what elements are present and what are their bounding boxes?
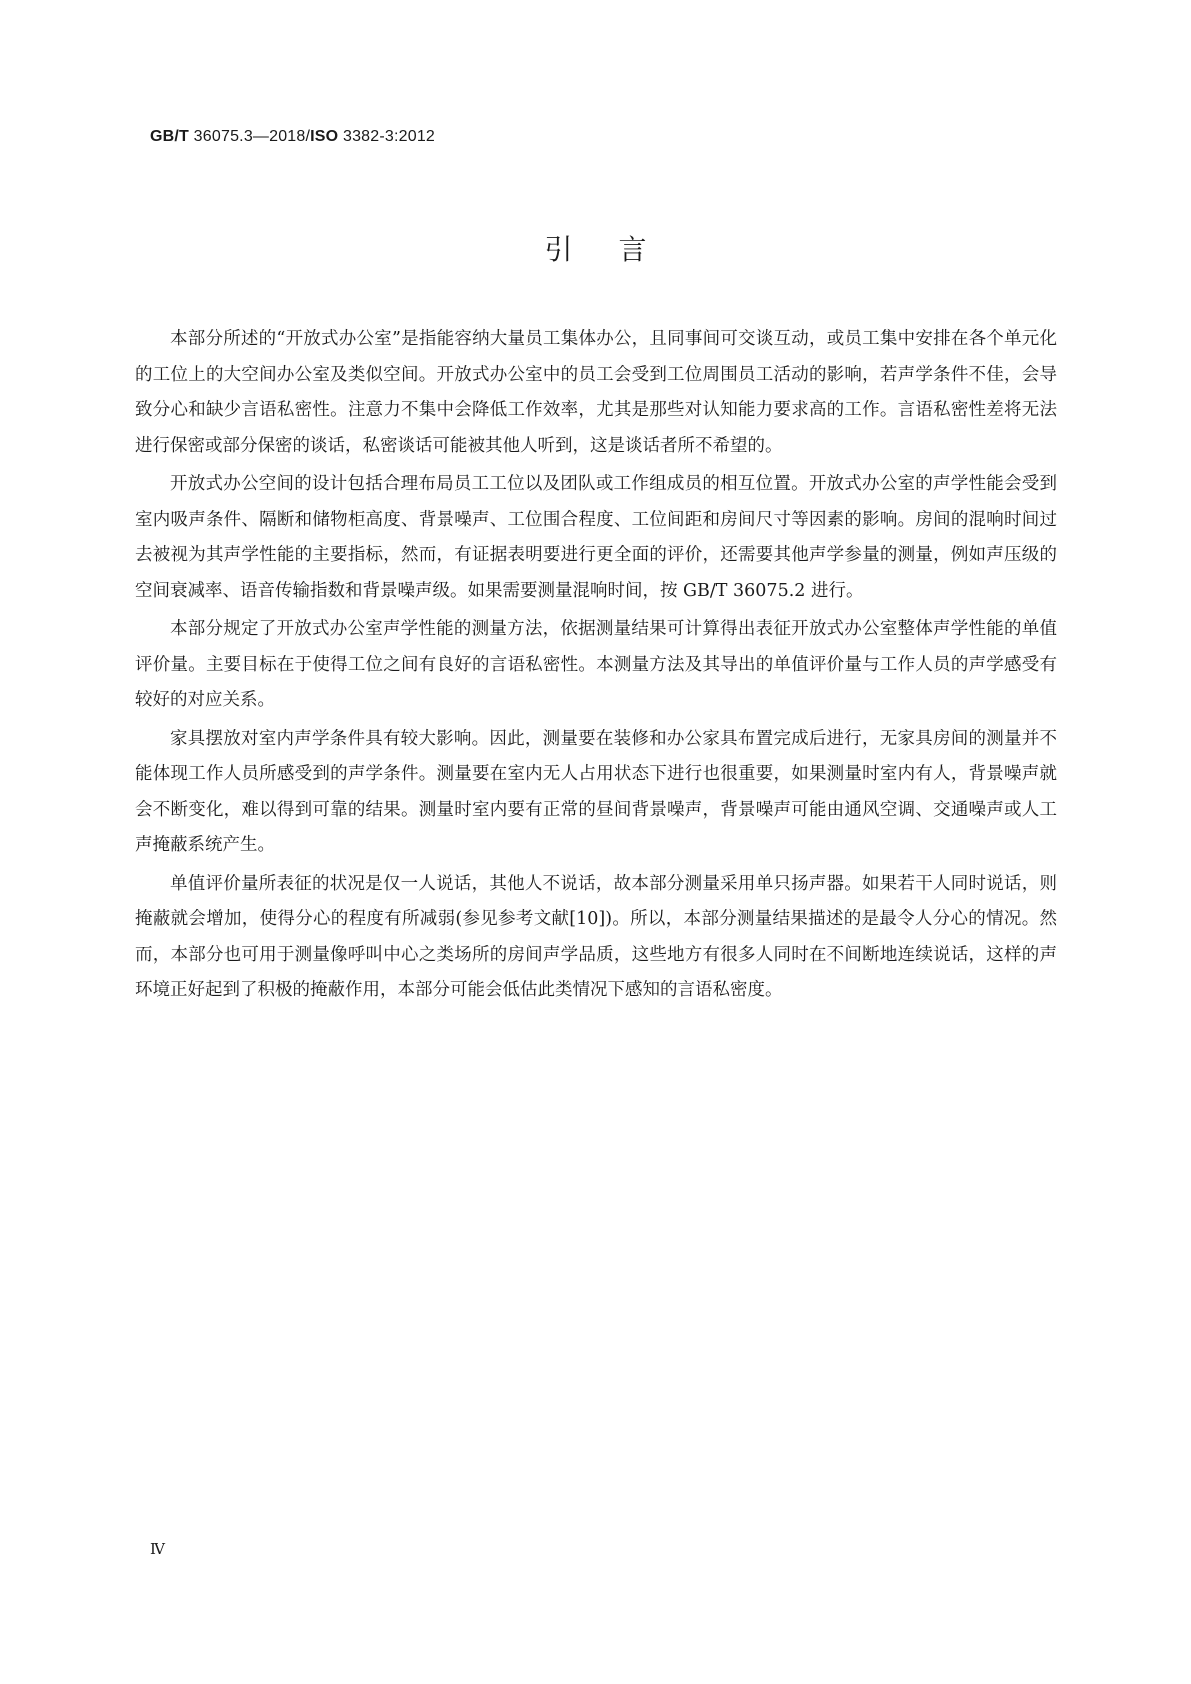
standard-code-header [150,128,435,146]
section-title: 引言 [544,233,693,266]
standard-prefix: GB/T [150,128,190,145]
iso-number: 3382-3:2012 [338,128,436,145]
paragraph-3: 本部分规定了开放式办公室声学性能的测量方法，依据测量结果可计算得出表征开放式办公室整体声学性能的单值评价量。主要目标在于使得工位之间有良好的言语私密性。本测量方法及其导出的单值评价量与工作人员的声学感受有较好的对应关系。 [135,619,1057,710]
paragraph-4: 家具摆放对室内声学条件具有较大影响。因此，测量要在装修和办公家具布置完成后进行，无家具房间的测量并不能体现工作人员所感受到的声学条件。测量要在室内无人占用状态下进行也很重要，如果测量时室内有人，背景噪声就会不断变化，难以得到可靠的结果。测量时室内要有正常的昼间背景噪声，背景噪声可能由通风空调、交通噪声或人工声掩蔽系统产生。 [135,728,1057,855]
paragraph-1: 本部分所述的“开放式办公室”是指能容纳大量员工集体办公，且同事间可交谈互动，或员工集中安排在各个单元化的工位上的大空间办公室及类似空间。开放式办公室中的员工会受到工位周围员工活动的影响，若声学条件不佳，会导致分心和缺少言语私密性。注意力不集中会降低工作效率，尤其是那些对认知能力要求高的工作。言语私密性差将无法进行保密或部分保密的谈话，私密谈话可能被其他人听到，这是谈话者所不希望的。 [135,329,1057,456]
standard-number: 36075.3—2018/ [189,128,311,145]
page-number: Ⅳ [150,1542,165,1558]
introduction-body [135,322,1057,1012]
paragraph-5: 单值评价量所表征的状况是仅一人说话，其他人不说话，故本部分测量采用单只扬声器。如果若干人同时说话，则掩蔽就会增加，使得分心的程度有所减弱(参见参考文献[10])。所以，本部分测量结果描述的是最令人分心的情况。然而，本部分也可用于测量像呼叫中心之类场所的房间声学品质，这些地方有很多人同时在不间断地连续说话，这样的声环境正好起到了积极的掩蔽作用，本部分可能会低估此类情况下感知的言语私密度。 [135,873,1057,1000]
iso-prefix: ISO [310,128,339,145]
paragraph-2: 开放式办公空间的设计包括合理布局员工工位以及团队或工作组成员的相互位置。开放式办公室的声学性能会受到室内吸声条件、隔断和储物柜高度、背景噪声、工位围合程度、工位间距和房间尺寸等因素的影响。房间的混响时间过去被视为其声学性能的主要指标，然而，有证据表明要进行更全面的评价，还需要其他声学参量的测量，例如声压级的空间衰减率、语音传输指数和背景噪声级。如果需要测量混响时间，按 GB/T 36075.2 进行。 [135,474,1057,601]
